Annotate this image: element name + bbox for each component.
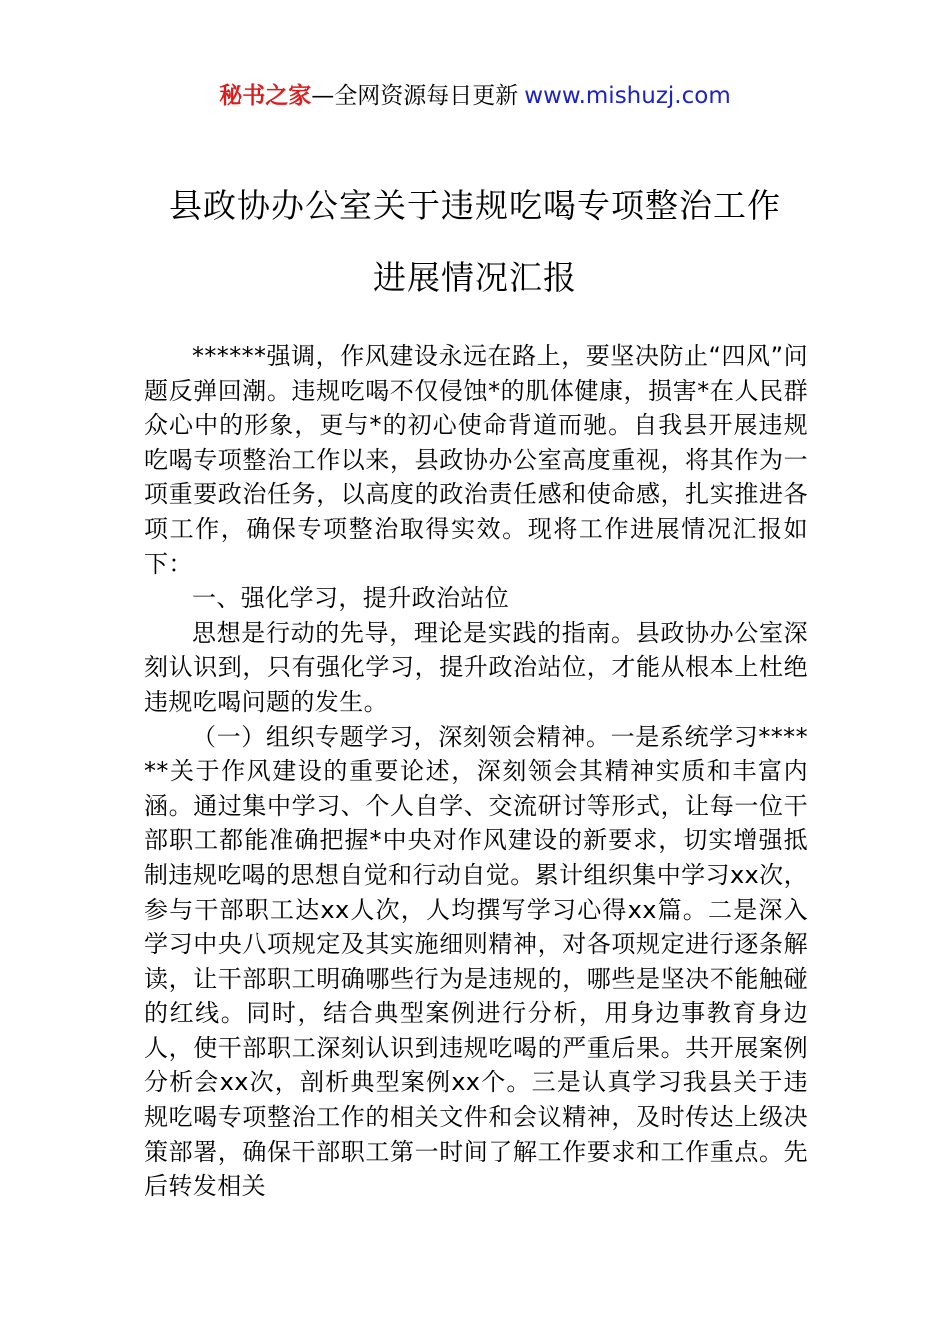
document-title-line-1: 县政协办公室关于违规吃喝专项整治工作 — [169, 186, 781, 225]
header-tagline: —全网资源每日更新 — [311, 83, 519, 109]
website-link[interactable]: www.mishuzj.com — [524, 83, 731, 109]
intro-paragraph: ******强调，作风建设永远在路上，要坚决防止“四风”问题反弹回潮。违规吃喝不仅侵蚀*的肌体健康，损害*在人民群众心中的形象，更与*的初心使命背道而驰。自我县开展违规吃喝专项整治工作以来，县政协办公室高度重视，将其作为一项重要政治任务，以高度的政治责任感和使命感，扎实推进各项工作，确保专项整治取得实效。现将工作进展情况汇报如下： — [144, 342, 808, 578]
document-title-line-2: 进展情况汇报 — [373, 258, 577, 297]
section-1-paragraph: 思想是行动的先导，理论是实践的指南。县政协办公室深刻认识到，只有强化学习，提升政治站位，才能从根本上杜绝违规吃喝问题的发生。 — [144, 618, 808, 716]
site-header — [0, 80, 950, 112]
brand-name: 秘书之家 — [219, 83, 312, 109]
section-heading-1: 一、强化学习，提升政治站位 — [192, 584, 510, 613]
document-body — [144, 339, 808, 1204]
subsection-1-paragraph: （一）组织专题学习，深刻领会精神。一是系统学习******关于作风建设的重要论述，深刻领会其精神实质和丰富内涵。通过集中学习、个人自学、交流研讨等形式，让每一位干部职工都能准确把握*中央对作风建设的新要求，切实增强抵制违规吃喝的思想自觉和行动自觉。累计组织集中学习xx次，参与干部职工达xx人次，人均撰写学习心得xx篇。二是深入学习中央八项规定及其实施细则精神，对各项规定进行逐条解读，让干部职工明确哪些行为是违规的，哪些是坚决不能触碰的红线。同时，结合典型案例进行分析，用身边事教育身边人，使干部职工深刻认识到违规吃喝的严重后果。共开展案例分析会xx次，剖析典型案例xx个。三是认真学习我县关于违规吃喝专项整治工作的相关文件和会议精神，及时传达上级决策部署，确保干部职工第一时间了解工作要求和工作重点。先后转发相关 — [144, 722, 808, 1201]
